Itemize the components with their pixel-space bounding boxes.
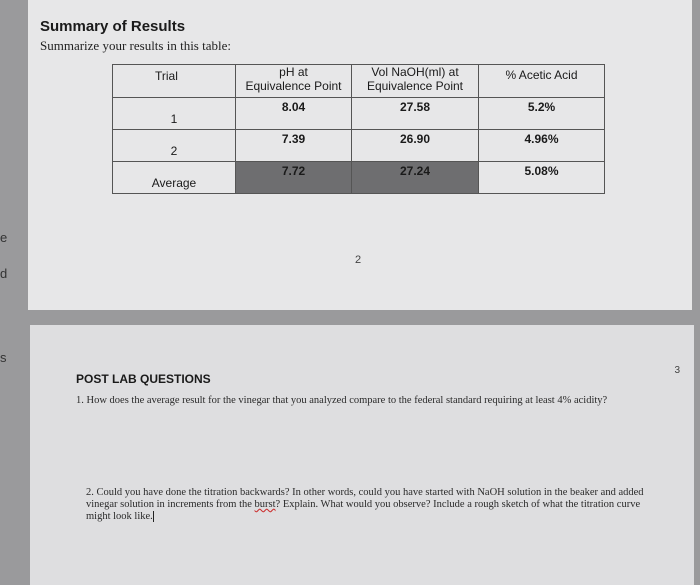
question-number: 1.: [76, 395, 84, 406]
table-row: [113, 98, 605, 130]
cell-ph[interactable]: 7.39: [236, 130, 352, 162]
question-text: ? Explain. What would you observe? Include a rough sketch of what the titration curve might look like.: [86, 499, 641, 522]
table-header-row: [113, 65, 605, 98]
cell-ph[interactable]: 8.04: [236, 98, 352, 130]
header-vol: Vol NaOH(ml) at Equivalence Point: [352, 65, 479, 98]
question-1[interactable]: [76, 395, 656, 407]
table-row: [113, 130, 605, 162]
page-subtitle: Summarize your results in this table:: [40, 38, 231, 53]
misspelled-word: burst: [254, 499, 276, 510]
question-number: 2.: [86, 487, 94, 498]
cell-ph[interactable]: 7.72: [236, 162, 352, 194]
text-cursor: [153, 511, 154, 522]
cell-vol[interactable]: 26.90: [352, 130, 479, 162]
header-trial: Trial: [113, 65, 236, 98]
postlab-heading: POST LAB QUESTIONS: [76, 372, 211, 386]
table-row: [113, 162, 605, 194]
postlab-page: [30, 325, 694, 585]
cell-vol[interactable]: 27.58: [352, 98, 479, 130]
cell-vol[interactable]: 27.24: [352, 162, 479, 194]
header-pct: % Acetic Acid: [479, 65, 605, 98]
cell-pct[interactable]: 5.08%: [479, 162, 605, 194]
cell-trial[interactable]: 2: [113, 130, 236, 162]
page-title: Summary of Results: [40, 18, 186, 35]
cell-trial[interactable]: Average: [113, 162, 236, 194]
edge-letter: s: [0, 350, 7, 365]
results-table: [112, 64, 605, 194]
cell-pct[interactable]: 4.96%: [479, 130, 605, 162]
edge-letter: e: [0, 230, 8, 245]
question-2[interactable]: [86, 487, 656, 523]
question-text: How does the average result for the vinegar that you analyzed compare to the federal standard requiring at least 4% acidity?: [86, 395, 608, 406]
edge-letter: d: [0, 266, 8, 281]
results-page: [28, 0, 692, 310]
header-ph: pH at Equivalence Point: [236, 65, 352, 98]
cell-pct[interactable]: 5.2%: [479, 98, 605, 130]
question-text: Could you have done the titration backwards? In other words, could you have started with NaOH solution in the beaker and added vinegar solution in increments from the: [86, 487, 644, 510]
cell-trial[interactable]: 1: [113, 98, 236, 130]
page-number: 3: [674, 365, 680, 376]
page-number: 2: [355, 254, 362, 266]
